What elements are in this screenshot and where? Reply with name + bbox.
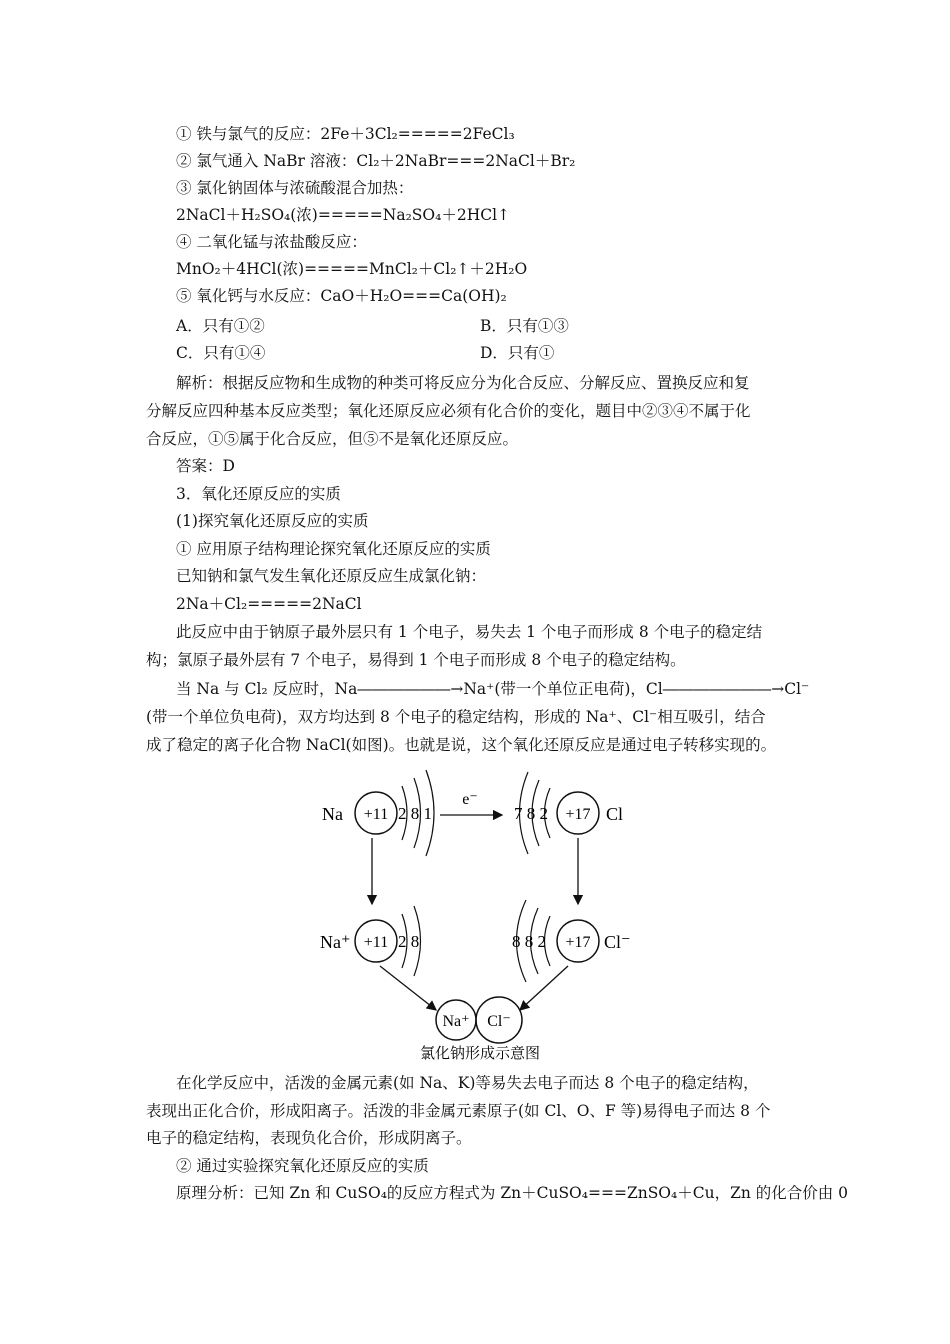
reaction-4: ④ 二氧化锰与浓盐酸反应： bbox=[176, 233, 367, 251]
paragraph-1-line-2: 构；氯原子最外层有 7 个电子，易得到 1 个电子而形成 8 个电子的稳定结构。 bbox=[146, 651, 686, 669]
nacl-na-ion-label: Na⁺ bbox=[442, 1013, 470, 1030]
known-statement: 已知钠和氯气发生氧化还原反应生成氯化钠： bbox=[176, 567, 487, 585]
reaction-3-equation: 2NaCl＋H₂SO₄(浓)=====Na₂SO₄＋2HCl↑ bbox=[176, 206, 511, 224]
paragraph-2-line-1: 当 Na 与 Cl₂ 反应时，Na――――――→Na⁺(带一个单位正电荷)，Cl―――――――→Cl⁻ bbox=[176, 680, 810, 698]
analysis-line-3: 合反应，①⑤属于化合反应，但⑤不是氧化还原反应。 bbox=[146, 430, 519, 448]
reaction-5: ⑤ 氧化钙与水反应：CaO＋H₂O===Ca(OH)₂ bbox=[176, 287, 507, 305]
cl-ion-nucleus-charge: +17 bbox=[565, 934, 591, 951]
reaction-4-equation: MnO₂＋4HCl(浓)=====MnCl₂＋Cl₂↑＋2H₂O bbox=[176, 260, 528, 278]
reaction-2: ② 氯气通入 NaBr 溶液：Cl₂＋2NaBr===2NaCl＋Br₂ bbox=[176, 152, 576, 170]
analysis-line-1: 解析：根据反应物和生成物的种类可将反应分为化合反应、分解反应、置换反应和复 bbox=[176, 374, 750, 392]
answer: 答案：D bbox=[176, 457, 235, 475]
item-1-heading: ① 应用原子结构理论探究氧化还原反应的实质 bbox=[176, 540, 491, 558]
na-ion-combine-arrow bbox=[380, 966, 436, 1010]
option-c: C．只有①④ bbox=[176, 344, 266, 362]
option-d: D．只有① bbox=[480, 344, 555, 362]
electron-label: e⁻ bbox=[462, 791, 478, 808]
option-a: A．只有①② bbox=[176, 317, 265, 335]
diagram-caption: 氯化钠形成示意图 bbox=[419, 1046, 541, 1062]
na-ion-nucleus-charge: +11 bbox=[363, 934, 389, 951]
paragraph-2-line-3: 成了稳定的离子化合物 NaCl(如图)。也就是说，这个氧化还原反应是通过电子转移实现的。 bbox=[146, 736, 777, 754]
cl-ion-combine-arrow bbox=[520, 966, 568, 1010]
cl-ion-electron-shells: 8 8 2 bbox=[512, 932, 546, 951]
after-paragraph-line-1: 在化学反应中，活泼的金属元素(如 Na、K)等易失去电子而达 8 个电子的稳定结构， bbox=[176, 1074, 759, 1092]
cl-nucleus-charge: +17 bbox=[565, 806, 591, 823]
item-2-heading: ② 通过实验探究氧化还原反应的实质 bbox=[176, 1157, 429, 1175]
na-ion-electron-shells: 2 8 bbox=[398, 932, 420, 951]
section-title: 3．氧化还原反应的实质 bbox=[176, 485, 341, 503]
na-ion-label: Na⁺ bbox=[320, 932, 351, 952]
after-paragraph-line-2: 表现出正化合价，形成阳离子。活泼的非金属元素原子(如 Cl、O、F 等)易得电子而达 8 个 bbox=[146, 1102, 771, 1120]
option-b: B．只有①③ bbox=[480, 317, 569, 335]
principle-analysis: 原理分析：已知 Zn 和 CuSO₄的反应方程式为 Zn＋CuSO₄===ZnSO₄＋Cu，Zn 的化合价由 0 bbox=[176, 1184, 849, 1202]
paragraph-1-line-1: 此反应中由于钠原子最外层只有 1 个电子，易失去 1 个电子而形成 8 个电子的稳定结 bbox=[176, 623, 763, 641]
nacl-cl-ion-label: Cl⁻ bbox=[487, 1013, 511, 1030]
reaction-3: ③ 氯化钠固体与浓硫酸混合加热： bbox=[176, 179, 414, 197]
cl-electron-shells: 7 8 2 bbox=[514, 804, 548, 823]
na-electron-shells: 2 8 1 bbox=[398, 804, 432, 823]
na-atom-label: Na bbox=[322, 804, 343, 824]
analysis-line-2: 分解反应四种基本反应类型；氧化还原反应必须有化合价的变化，题目中②③④不属于化 bbox=[146, 402, 751, 420]
na-nucleus-charge: +11 bbox=[363, 806, 389, 823]
nacl-equation: 2Na＋Cl₂=====2NaCl bbox=[176, 595, 362, 613]
cl-atom-label: Cl bbox=[606, 804, 624, 824]
paragraph-2-line-2: (带一个单位负电荷)，双方均达到 8 个电子的稳定结构，形成的 Na⁺、Cl⁻相互吸引，结合 bbox=[146, 708, 766, 726]
reaction-1: ① 铁与氯气的反应：2Fe＋3Cl₂=====2FeCl₃ bbox=[176, 125, 515, 143]
nacl-formation-diagram bbox=[310, 758, 650, 1068]
subsection-title: (1)探究氧化还原反应的实质 bbox=[176, 512, 369, 530]
after-paragraph-line-3: 电子的稳定结构，表现负化合价，形成阴离子。 bbox=[146, 1129, 472, 1147]
cl-ion-label: Cl⁻ bbox=[604, 932, 631, 952]
